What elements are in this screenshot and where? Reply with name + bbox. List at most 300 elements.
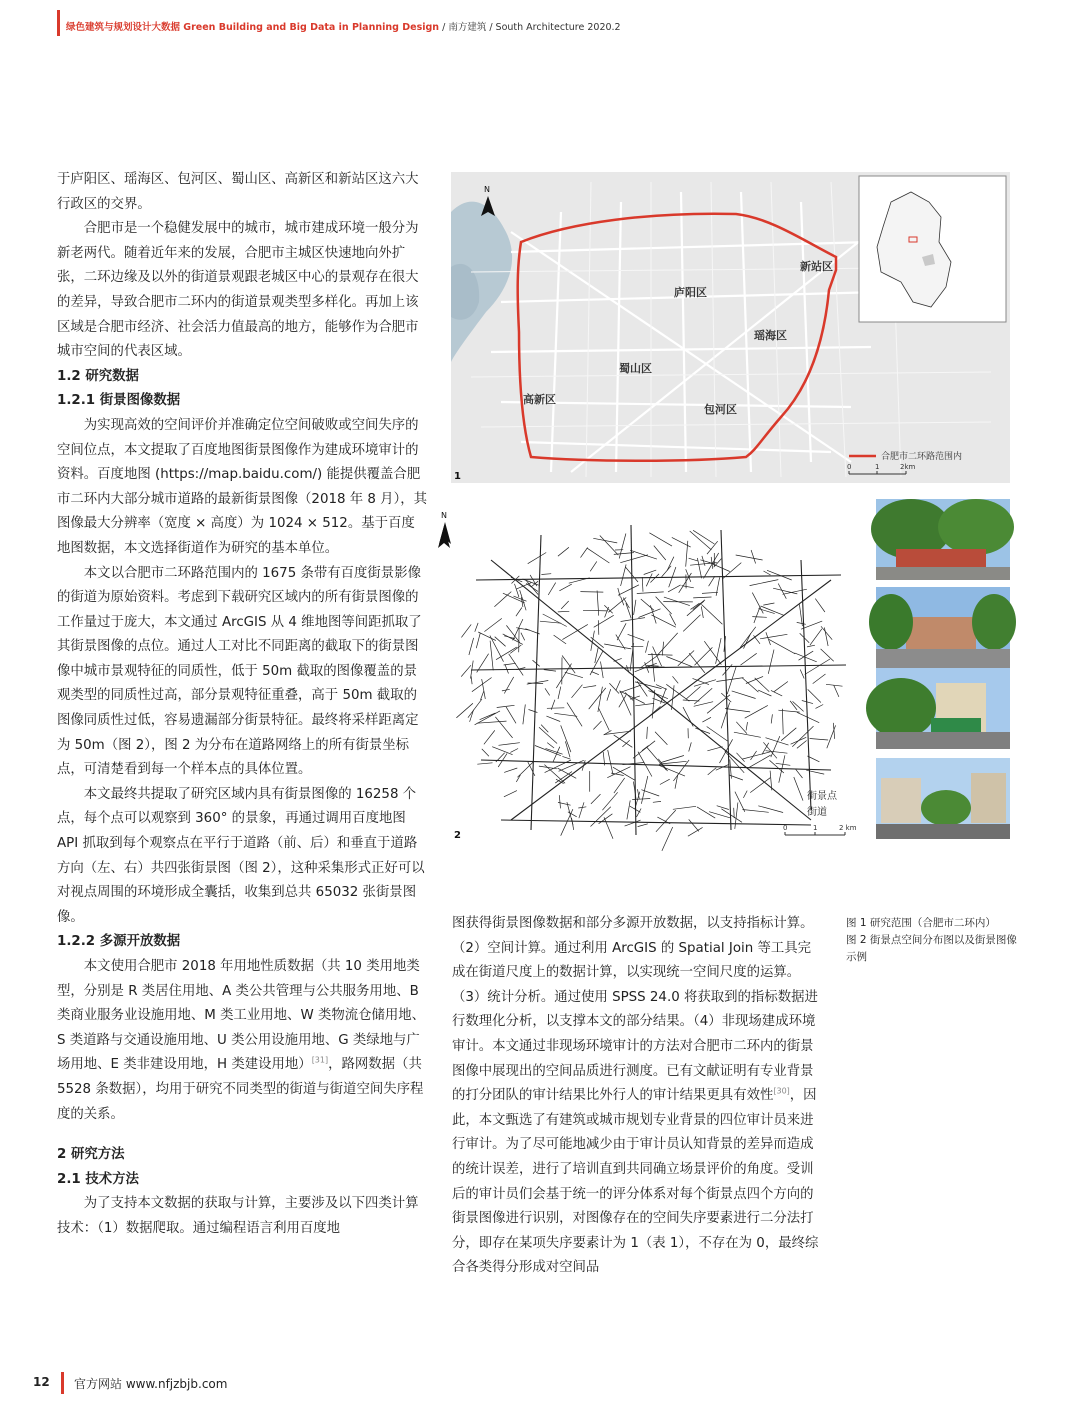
street-segment bbox=[736, 722, 747, 734]
street-segment bbox=[673, 806, 696, 809]
street-segment bbox=[725, 751, 744, 773]
street-segment bbox=[755, 678, 770, 692]
street-view-photo bbox=[876, 758, 1010, 839]
figure-2-street-network bbox=[441, 511, 863, 841]
figure-number: 1 bbox=[454, 471, 461, 482]
street-segment bbox=[504, 768, 517, 772]
street-segment bbox=[523, 579, 539, 585]
left-column bbox=[57, 168, 428, 1242]
running-header bbox=[66, 19, 621, 33]
street-segment bbox=[547, 743, 554, 748]
street-segment bbox=[708, 768, 717, 775]
street-segment bbox=[626, 603, 631, 618]
street-segment bbox=[521, 633, 525, 641]
street-segment bbox=[553, 747, 560, 762]
north-label: N bbox=[484, 185, 490, 194]
street-segment bbox=[807, 645, 815, 647]
district-label: 瑶海区 bbox=[754, 329, 787, 342]
street-segment bbox=[535, 746, 561, 756]
street-segment bbox=[646, 665, 658, 666]
district-label: 高新区 bbox=[523, 393, 556, 406]
street-segment bbox=[727, 667, 736, 694]
street-segment bbox=[568, 812, 577, 817]
street-segment bbox=[682, 586, 694, 588]
section-heading: 1.2 研究数据 bbox=[57, 368, 139, 384]
street-segment bbox=[591, 794, 601, 804]
north-label: N bbox=[441, 511, 447, 520]
street-segment bbox=[752, 617, 767, 618]
street-segment bbox=[805, 659, 830, 675]
scale-label: 2 km bbox=[839, 824, 857, 832]
series-title: 绿色建筑与规划设计大数据 Green Building and Big Data in Planning Design bbox=[66, 22, 440, 33]
scale-label: 2km bbox=[900, 463, 916, 471]
street-segment bbox=[736, 555, 763, 560]
street-segment bbox=[515, 584, 519, 597]
street-segment bbox=[561, 809, 573, 836]
street-segment bbox=[614, 778, 625, 793]
street-segment bbox=[562, 624, 587, 639]
street-segment bbox=[625, 820, 641, 826]
street-segment bbox=[609, 683, 619, 693]
street-segment bbox=[539, 727, 557, 743]
street-segment bbox=[816, 705, 824, 709]
street-segment bbox=[637, 592, 664, 594]
street-segment bbox=[561, 725, 571, 752]
street-segment bbox=[701, 606, 703, 618]
street-segment bbox=[810, 629, 822, 645]
paragraph bbox=[57, 955, 428, 1127]
street-segment bbox=[478, 632, 496, 641]
street-segment bbox=[797, 622, 806, 624]
street-segment bbox=[658, 633, 678, 655]
street-segment bbox=[583, 610, 608, 611]
street-segment bbox=[721, 703, 730, 729]
subsection-heading: 1.2.1 街景图像数据 bbox=[57, 393, 181, 409]
street-segment bbox=[495, 717, 512, 738]
street-segment bbox=[782, 709, 783, 735]
street-segment bbox=[587, 548, 609, 563]
street-segment bbox=[630, 550, 657, 559]
figure-1-map bbox=[451, 172, 1010, 483]
street-segment bbox=[649, 533, 672, 546]
street-segment bbox=[716, 577, 720, 595]
street-segment bbox=[484, 618, 501, 631]
street-segment bbox=[670, 614, 676, 626]
citation: [31] bbox=[311, 1055, 329, 1065]
street-segment bbox=[618, 585, 639, 596]
street-segment bbox=[759, 609, 775, 614]
street-segment bbox=[509, 654, 524, 676]
street-segment bbox=[516, 608, 522, 617]
street-segment bbox=[821, 649, 834, 661]
footer-accent-bar bbox=[61, 1372, 64, 1394]
street-segment bbox=[516, 583, 531, 589]
street-segment bbox=[824, 628, 828, 647]
street-segment bbox=[735, 803, 738, 829]
street-segment bbox=[581, 548, 588, 558]
street-view-photo bbox=[876, 499, 1010, 580]
street-segment bbox=[589, 688, 606, 709]
street-segment bbox=[654, 546, 666, 560]
street-segment bbox=[679, 573, 692, 593]
street-segment bbox=[693, 600, 705, 610]
paragraph-text: 图获得街景图像数据和部分多源开放数据，以支持指标计算。（2）空间计算。通过利用 ArcGIS 的 Spatial Join 等工具完成在街道尺度上的数据计算，以实现统一空间尺度的运算。（3）统计分析。通过使用 SPSS 24.0 将获取到的指标数据进行数理化分析，以支撑本文的部分结果。（4）非现场建成环境审计。本文通过非现场环境审计的方法对合肥市二环内的街景图像中展现出的空间品质进行测度。已有文献证明有专业背景的打分团队的审计结果比外行人的审计结果更具有效性 bbox=[452, 916, 818, 1104]
page-number: 12 bbox=[33, 1375, 50, 1389]
street-segment bbox=[616, 680, 621, 690]
street-segment bbox=[760, 634, 787, 639]
street-segment bbox=[701, 604, 722, 624]
street-segment bbox=[628, 634, 645, 640]
street-segment bbox=[771, 736, 780, 757]
street-segment bbox=[758, 690, 771, 696]
street-segment bbox=[556, 664, 571, 689]
street-segment bbox=[743, 791, 747, 798]
street-segment bbox=[468, 699, 482, 718]
street-segment bbox=[689, 558, 698, 561]
street-segment bbox=[510, 749, 518, 753]
paragraph: 合肥市是一个稳健发展中的城市，城市建成环境一般分为新老两代。随着近年来的发展，合肥市主城区快速地向外扩张，二环边缘及以外的街道景观跟老城区中心的景观存在很大的差异，导致合肥市二环内的街道景观类型多样化。再加上该区域是合肥市经济、社会活力值最高的地方，能够作为合肥市城市空间的代表区域。 bbox=[57, 221, 419, 360]
paragraph-text: 本文使用合肥市 2018 年用地性质数据（共 10 类用地类型，分别是 R 类居住用地、A 类公共管理与公共服务用地、B 类商业服务业设施用地、M 类工业用地、W 类物流仓储用地、S 类道路与交通设施用地、U 类公用设施用地、G 类绿地与广场用地、E 类非建设用地，H 类建设用地） bbox=[57, 959, 426, 1073]
street-segment bbox=[770, 760, 784, 773]
street-segment bbox=[743, 810, 769, 813]
street-segment bbox=[834, 685, 839, 697]
street-segment bbox=[815, 599, 825, 612]
paragraph: 于庐阳区、瑶海区、包河区、蜀山区、高新区和新站区这六大行政区的交界。 bbox=[57, 172, 419, 212]
street-segment bbox=[709, 576, 715, 586]
street-segment bbox=[653, 801, 661, 802]
street-segment bbox=[725, 709, 750, 712]
main-street bbox=[721, 530, 731, 830]
street-segment bbox=[763, 603, 774, 605]
street-segment bbox=[494, 592, 511, 607]
street-segment bbox=[702, 717, 711, 722]
street-segment bbox=[688, 827, 703, 836]
street-segment bbox=[634, 600, 636, 615]
street-segment bbox=[600, 536, 619, 556]
street-segment bbox=[813, 674, 826, 684]
street-segment bbox=[567, 802, 573, 825]
street-segment bbox=[470, 710, 474, 722]
street-segment bbox=[593, 538, 617, 543]
street-segment bbox=[697, 558, 701, 578]
street-segment bbox=[734, 808, 735, 818]
street-segment bbox=[504, 791, 517, 797]
street-segment bbox=[520, 590, 526, 610]
district-label: 蜀山区 bbox=[619, 362, 652, 375]
street-segment bbox=[689, 819, 699, 831]
street-segment bbox=[666, 684, 689, 701]
street-segment bbox=[561, 601, 569, 609]
footer-website: 官方网站 www.nfjzbjb.com bbox=[74, 1377, 228, 1391]
street-segment bbox=[746, 676, 763, 683]
street-segment bbox=[751, 550, 756, 564]
street-segment bbox=[608, 750, 613, 775]
street-segment bbox=[721, 809, 742, 823]
street-segment bbox=[635, 703, 654, 705]
street-segment bbox=[695, 728, 710, 733]
paragraph: 为了支持本文数据的获取与计算，主要涉及以下四类计算技术：（1）数据爬取。通过编程语言利用百度地 bbox=[57, 1196, 419, 1236]
street-segment bbox=[594, 615, 614, 627]
paragraph: 为实现高效的空间评价并准确定位空间破败或空间失序的空间位点，本文提取了百度地图街景图像作为建成环境审计的资料。百度地图 (https://map.baidu.com/) 能提供覆盖合肥市二环内大部分城市道路的最新街景图像（2018 年 8 月），其图像最大分辨率（宽度 × 高度）为 1024 × 512。基于百度地图数据，本文选择街道作为研究的基本单位。 bbox=[57, 417, 428, 556]
street-segment bbox=[558, 611, 570, 612]
section-heading: 2 研究方法 bbox=[57, 1147, 125, 1163]
street-segment bbox=[668, 585, 681, 592]
street-segment bbox=[620, 555, 648, 563]
street-segment bbox=[579, 802, 584, 818]
street-segment bbox=[604, 817, 613, 839]
street-segment bbox=[461, 665, 471, 676]
street-segment bbox=[766, 632, 771, 645]
street-segment bbox=[707, 747, 722, 751]
street-segment bbox=[554, 635, 567, 644]
street-segment bbox=[543, 614, 567, 627]
street-segment bbox=[656, 810, 676, 832]
street-segment bbox=[625, 693, 633, 701]
scale-label: 1 bbox=[813, 824, 818, 832]
street-segment bbox=[673, 760, 689, 781]
street-segment bbox=[808, 689, 821, 702]
street-segment bbox=[763, 742, 777, 758]
street-segment bbox=[528, 553, 547, 564]
street-segment bbox=[689, 742, 692, 751]
street-segment bbox=[482, 749, 489, 756]
street-segment bbox=[683, 615, 700, 632]
street-segment bbox=[667, 557, 674, 571]
street-segment bbox=[797, 741, 807, 749]
legend-label: 街景点 bbox=[807, 791, 837, 802]
street-segment bbox=[546, 716, 560, 721]
street-segment bbox=[477, 763, 492, 764]
street-segment bbox=[646, 641, 649, 653]
street-segment bbox=[639, 609, 661, 618]
street-segment bbox=[778, 710, 799, 712]
paragraph bbox=[452, 912, 822, 1281]
street-segment bbox=[583, 686, 596, 688]
street-segment bbox=[497, 705, 515, 707]
street-segment bbox=[734, 732, 761, 737]
street-segment bbox=[548, 583, 556, 595]
street-segment bbox=[621, 565, 627, 586]
street-segment bbox=[693, 597, 711, 598]
main-street bbox=[801, 560, 811, 810]
street-segment bbox=[647, 727, 648, 739]
street-segment bbox=[475, 623, 478, 632]
street-segment bbox=[591, 807, 611, 827]
paragraph-text: ，因此，本文甄选了有建筑或城市规划专业背景的四位审计员来进行审计。为了尽可能地减少由于审计员认知背景的差异而造成的统计误差，进行了培训直到共同确立场景评价的角度。受训后的审计员们会基于统一的评分体系对每个街景点四个方向的街景图像进行识别，对图像存在的空间失序要素进行二分法打分，即存在某项失序要素计为 1（表 1），不存在为 0，最终综合各类得分形成对空间品 bbox=[452, 1088, 819, 1276]
street-segment bbox=[740, 627, 756, 648]
street-segment bbox=[490, 641, 493, 671]
street-segment bbox=[591, 672, 599, 675]
subsection-heading: 2.1 技术方法 bbox=[57, 1171, 139, 1187]
street-segment bbox=[562, 756, 570, 759]
street-segment bbox=[735, 792, 745, 812]
street-segment bbox=[767, 570, 792, 580]
street-segment bbox=[648, 654, 673, 655]
street-segment bbox=[620, 691, 631, 715]
street-segment bbox=[572, 685, 583, 698]
street-segment bbox=[662, 566, 672, 577]
street-segment bbox=[503, 634, 523, 645]
district-label: 庐阳区 bbox=[674, 286, 707, 299]
street-segment bbox=[656, 597, 672, 614]
street-segment bbox=[683, 700, 700, 701]
street-segment bbox=[504, 677, 513, 694]
street-segment bbox=[638, 824, 648, 827]
street-segment bbox=[655, 732, 667, 745]
middle-column bbox=[452, 912, 822, 1281]
paragraph: 本文最终共提取了研究区域内具有街景图像的 16258 个点，每个点可以观察到 360° 的景象，再通过调用百度地图 API 抓取到每个观察点在平行于道路（前、后）和垂直于道路方向（左、右）共四张街景图（图 2），这种采集形式正好可以对视点周围的环境形成全囊括，收集到总共 65032 张街景图像。 bbox=[57, 786, 425, 925]
street-segment bbox=[637, 809, 642, 817]
street-segment bbox=[619, 534, 626, 559]
street-segment bbox=[797, 712, 819, 722]
street-segment bbox=[773, 588, 797, 594]
street-segment bbox=[644, 570, 657, 574]
street-view-photo bbox=[876, 668, 1010, 749]
street-segment bbox=[558, 687, 561, 699]
street-segment bbox=[795, 653, 817, 662]
street-segment bbox=[461, 624, 471, 637]
street-segment bbox=[702, 592, 718, 593]
scale-label: 0 bbox=[847, 463, 852, 471]
street-segment bbox=[653, 698, 666, 703]
street-segment bbox=[695, 647, 713, 665]
main-street bbox=[501, 820, 811, 825]
street-segment bbox=[529, 710, 538, 713]
street-segment bbox=[506, 707, 516, 723]
street-segment bbox=[732, 691, 756, 699]
street-segment bbox=[530, 575, 537, 586]
street-segment bbox=[642, 577, 643, 592]
street-segment bbox=[766, 738, 789, 745]
street-segment bbox=[484, 730, 495, 744]
street-segment bbox=[591, 631, 595, 651]
scale-label: 1 bbox=[875, 463, 880, 471]
street-segment bbox=[513, 619, 523, 640]
street-segment bbox=[618, 588, 621, 597]
legend-label: 街道 bbox=[807, 807, 827, 818]
street-segment bbox=[752, 593, 763, 614]
street-segment bbox=[544, 670, 556, 672]
street-segment bbox=[686, 687, 700, 700]
street-segment bbox=[653, 647, 662, 667]
street-segment bbox=[750, 580, 779, 586]
street-segment bbox=[605, 607, 609, 617]
street-segment bbox=[641, 599, 654, 610]
street-segment bbox=[559, 584, 571, 591]
street-segment bbox=[555, 772, 572, 784]
street-segment bbox=[723, 664, 733, 675]
street-segment bbox=[541, 725, 548, 733]
street-segment bbox=[673, 676, 679, 683]
paragraph: 本文以合肥市二环路范围内的 1675 条带有百度街景影像的街道为原始资料。考虑到下载研究区域内的所有街景图像的工作量过于庞大，本文通过 ArcGIS 从 4 维地图等间距抓取了其街景图像的点位。通过人工对比不同距离的截取下的街景图像中城市景观特征的同质性，低于 50m 截取的图像覆盖的景观类型的同质性过高，部分景观特征重叠，高于 50m 截取的图像同质性过低，容易遗漏部分街景特征。最终将采样距离定为 50m（图 2），图 2 为分布在道路网络上的所有街景坐标点，可清楚看到每一个样本点的具体位置。 bbox=[57, 565, 422, 778]
citation: [30] bbox=[773, 1086, 790, 1096]
main-street bbox=[491, 560, 811, 820]
street-segment bbox=[499, 743, 520, 746]
street-segment bbox=[601, 662, 604, 679]
street-segment bbox=[690, 531, 712, 550]
street-segment bbox=[481, 691, 484, 700]
figure-captions bbox=[846, 915, 1026, 966]
street-segment bbox=[754, 635, 761, 644]
street-segment bbox=[492, 747, 512, 755]
street-segment bbox=[471, 676, 472, 684]
street-segment bbox=[802, 701, 813, 704]
street-segment bbox=[558, 547, 569, 556]
street-segment bbox=[661, 756, 684, 763]
street-segment bbox=[510, 645, 521, 653]
street-segment bbox=[565, 672, 583, 678]
street-segment bbox=[660, 779, 670, 784]
street-segment bbox=[580, 592, 603, 593]
figure-number: 2 bbox=[454, 830, 461, 841]
street-segment bbox=[742, 678, 758, 693]
street-segment bbox=[623, 598, 629, 609]
street-segment bbox=[562, 656, 575, 674]
street-segment bbox=[620, 685, 641, 693]
street-segment bbox=[505, 664, 509, 673]
street-segment bbox=[716, 678, 743, 682]
street-segment bbox=[666, 657, 692, 667]
street-segment bbox=[662, 827, 673, 851]
caption-fig2: 图 2 街景点空间分布图以及街景图像示例 bbox=[846, 934, 1017, 963]
street-segment bbox=[567, 703, 582, 727]
street-segment bbox=[617, 623, 626, 640]
street-view-photo bbox=[876, 587, 1010, 668]
north-arrow-icon bbox=[436, 524, 452, 550]
street-segment bbox=[480, 713, 496, 720]
main-street bbox=[631, 525, 636, 835]
street-segment bbox=[593, 721, 601, 730]
street-segment bbox=[810, 739, 829, 741]
street-segment bbox=[604, 644, 631, 649]
street-segment bbox=[774, 682, 788, 692]
street-segment bbox=[547, 708, 564, 709]
street-segment bbox=[771, 714, 772, 723]
street-segment bbox=[647, 748, 666, 771]
street-segment bbox=[678, 651, 694, 666]
header-accent-bar bbox=[57, 10, 60, 36]
street-segment bbox=[607, 767, 630, 778]
street-segment bbox=[598, 620, 599, 635]
caption-fig1: 图 1 研究范围（合肥市二环内） bbox=[846, 917, 996, 929]
journal-name: / 南方建筑 / South Architecture 2020.2 bbox=[442, 22, 621, 33]
street-segment bbox=[646, 574, 652, 587]
street-segment bbox=[469, 638, 474, 655]
street-segment bbox=[590, 561, 597, 571]
street-segment bbox=[694, 688, 712, 704]
street-segment bbox=[717, 806, 729, 810]
street-segment bbox=[597, 591, 599, 616]
street-segment bbox=[607, 689, 611, 701]
paragraph-text: ，路网数据（共 5528 条数据），均用于研究不同类型的街道与街道空间失序程度的关系。 bbox=[57, 1057, 424, 1122]
street-segment bbox=[541, 574, 551, 575]
street-segment bbox=[627, 800, 630, 819]
street-segment bbox=[599, 708, 610, 730]
street-segment bbox=[545, 688, 550, 695]
street-segment bbox=[769, 639, 795, 653]
street-segment bbox=[633, 741, 655, 759]
street-segment bbox=[746, 722, 747, 730]
street-segment bbox=[768, 650, 774, 674]
subsection-heading: 1.2.2 多源开放数据 bbox=[57, 934, 181, 950]
street-segment bbox=[794, 777, 803, 801]
street-segment bbox=[796, 769, 803, 778]
street-segment bbox=[523, 704, 525, 724]
scale-label: 0 bbox=[783, 824, 788, 832]
district-label: 包河区 bbox=[704, 403, 737, 416]
street-segment bbox=[559, 795, 560, 808]
street-segment bbox=[800, 670, 804, 679]
